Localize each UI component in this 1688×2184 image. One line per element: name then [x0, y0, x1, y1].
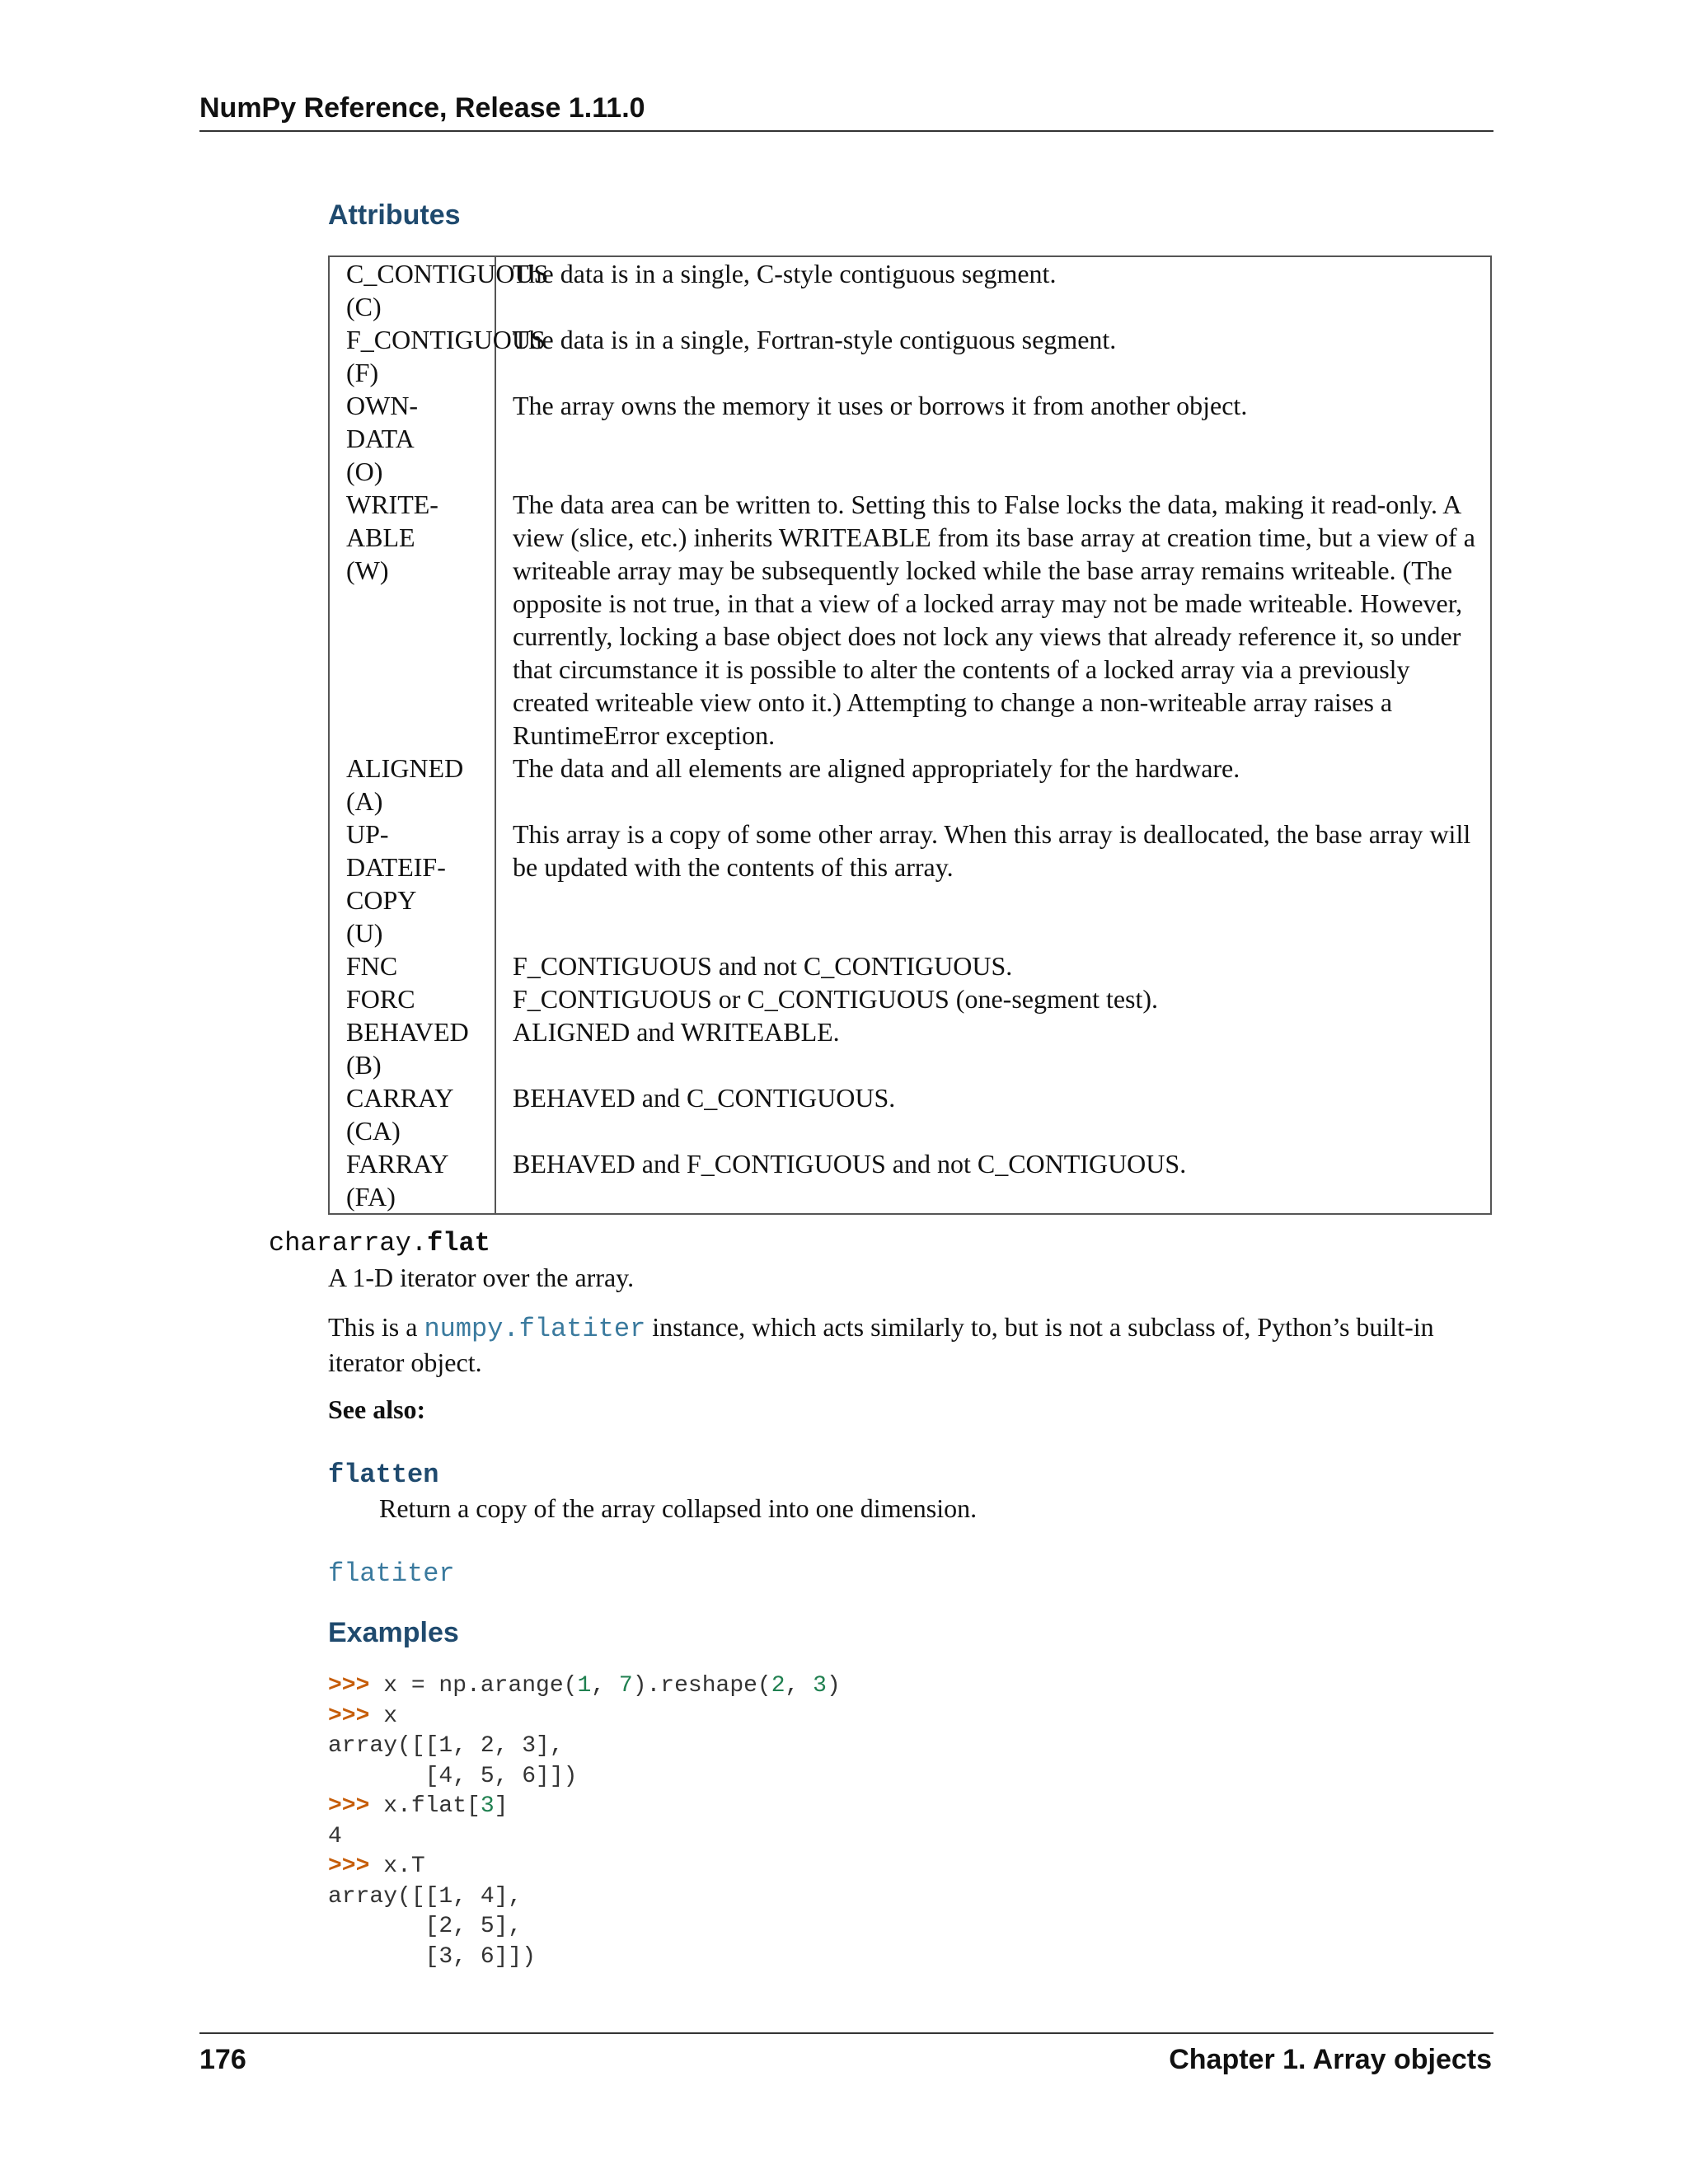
member-description [328, 1310, 1494, 1379]
code-text: [3, 6]]) [328, 1943, 537, 1970]
member-name: flat [427, 1228, 490, 1258]
code-prompt: >>> [328, 1793, 384, 1819]
code-line [328, 1702, 841, 1732]
code-number: 3 [480, 1793, 495, 1819]
attr-desc: BEHAVED and C_CONTIGUOUS. [513, 1083, 896, 1113]
attr-name: F_CONTIGUOUS (F) [346, 325, 546, 387]
page-number: 176 [199, 2044, 246, 2075]
code-line [328, 1912, 841, 1943]
attr-desc: F_CONTIGUOUS or C_CONTIGUOUS (one-segment test). [513, 984, 1159, 1014]
attr-name: FORC [346, 984, 415, 1014]
code-number: 7 [618, 1673, 633, 1699]
attributes-table [328, 255, 1492, 1215]
member-class-prefix: chararray. [269, 1228, 428, 1258]
attr-name: C_CONTIGUOUS (C) [346, 259, 549, 321]
code-line [328, 1822, 841, 1853]
code-text: x = np.arange( [383, 1673, 578, 1699]
numpy-flatiter-link[interactable]: numpy.flatiter [424, 1314, 646, 1344]
attr-name: FARRAY (FA) [346, 1149, 449, 1212]
code-text: ).reshape( [632, 1673, 771, 1699]
code-line [328, 1732, 841, 1762]
code-text: array([[1, 2, 3], [328, 1733, 564, 1759]
code-text: , [785, 1673, 814, 1699]
code-prompt: >>> [328, 1703, 384, 1729]
description-text: instance, which acts similarly to, but is not a subclass of, Python’s built-in iterator object. [328, 1312, 1434, 1377]
flatten-link[interactable]: flatten [328, 1460, 439, 1490]
attributes-heading: Attributes [328, 199, 461, 231]
examples-heading: Examples [328, 1617, 459, 1648]
attr-desc: This array is a copy of some other array. When this array is deallocated, the base array will be updated with the contents of this array. [513, 819, 1471, 882]
attr-name: UP- DATEIF- COPY (U) [346, 819, 446, 948]
code-line [328, 1671, 841, 1702]
attr-desc: BEHAVED and F_CONTIGUOUS and not C_CONTIGUOUS. [513, 1149, 1187, 1179]
code-number: 1 [577, 1673, 592, 1699]
member-signature [269, 1228, 490, 1258]
attr-desc: The data is in a single, C-style contiguous segment. [513, 259, 1057, 288]
code-line [328, 1882, 841, 1913]
code-text: [4, 5, 6]]) [328, 1763, 578, 1789]
attr-desc: The data and all elements are aligned appropriately for the hardware. [513, 753, 1240, 783]
flatten-description: Return a copy of the array collapsed into one dimension. [379, 1493, 978, 1523]
see-also-label: See also: [328, 1394, 426, 1424]
code-text: array([[1, 4], [328, 1883, 523, 1910]
code-text: x [383, 1703, 398, 1729]
attr-desc: F_CONTIGUOUS and not C_CONTIGUOUS. [513, 951, 1013, 981]
code-number: 2 [771, 1673, 785, 1699]
description-text: This is a [328, 1312, 424, 1342]
code-prompt: >>> [328, 1673, 384, 1699]
attr-desc: The data is in a single, Fortran-style contiguous segment. [513, 325, 1117, 354]
attr-name: ALIGNED (A) [346, 753, 464, 816]
attr-name: WRITE- ABLE (W) [346, 490, 438, 585]
example-code-block [328, 1671, 841, 1972]
chapter-title: Chapter 1. Array objects [1169, 2044, 1492, 2075]
code-text: x.flat[ [383, 1793, 481, 1819]
code-text: 4 [328, 1823, 342, 1849]
code-text: [2, 5], [328, 1914, 523, 1939]
code-text: ] [494, 1793, 509, 1819]
attr-name: FNC [346, 951, 398, 981]
code-line [328, 1943, 841, 1973]
code-prompt: >>> [328, 1854, 384, 1879]
attr-name: CARRAY (CA) [346, 1083, 454, 1146]
member-summary: A 1-D iterator over the array. [328, 1263, 635, 1292]
code-text: , [591, 1673, 619, 1699]
attr-desc: The array owns the memory it uses or borrows it from another object. [513, 391, 1248, 420]
attr-desc: ALIGNED and WRITEABLE. [513, 1017, 840, 1047]
attr-name: BEHAVED (B) [346, 1017, 469, 1080]
attr-name: OWN- DATA (O) [346, 391, 419, 486]
code-text: ) [826, 1673, 841, 1699]
running-header: NumPy Reference, Release 1.11.0 [199, 92, 645, 124]
attr-desc: The data area can be written to. Setting this to False locks the data, making it read-only. A view (slice, etc.) inherits WRITEABLE from its base array at creation time, but a view of a writeable array may be subsequently locked while the base array remains writeable. (The opposite is not true, in that a view of a locked array may not be made writeable. However, currently, locking a base object does not lock any views that already reference it, so under that circumstance it is possible to alter the contents of a locked array via a previously created writeable view onto it.) Attempting to change a non-writeable array raises a RuntimeError exception. [513, 490, 1475, 750]
code-line [328, 1762, 841, 1793]
code-text: x.T [383, 1854, 425, 1879]
footer-rule [199, 2032, 1493, 2034]
flatiter-link[interactable]: flatiter [328, 1558, 455, 1589]
header-rule [199, 130, 1493, 132]
code-number: 3 [813, 1673, 827, 1699]
code-line [328, 1852, 841, 1882]
code-line [328, 1792, 841, 1822]
